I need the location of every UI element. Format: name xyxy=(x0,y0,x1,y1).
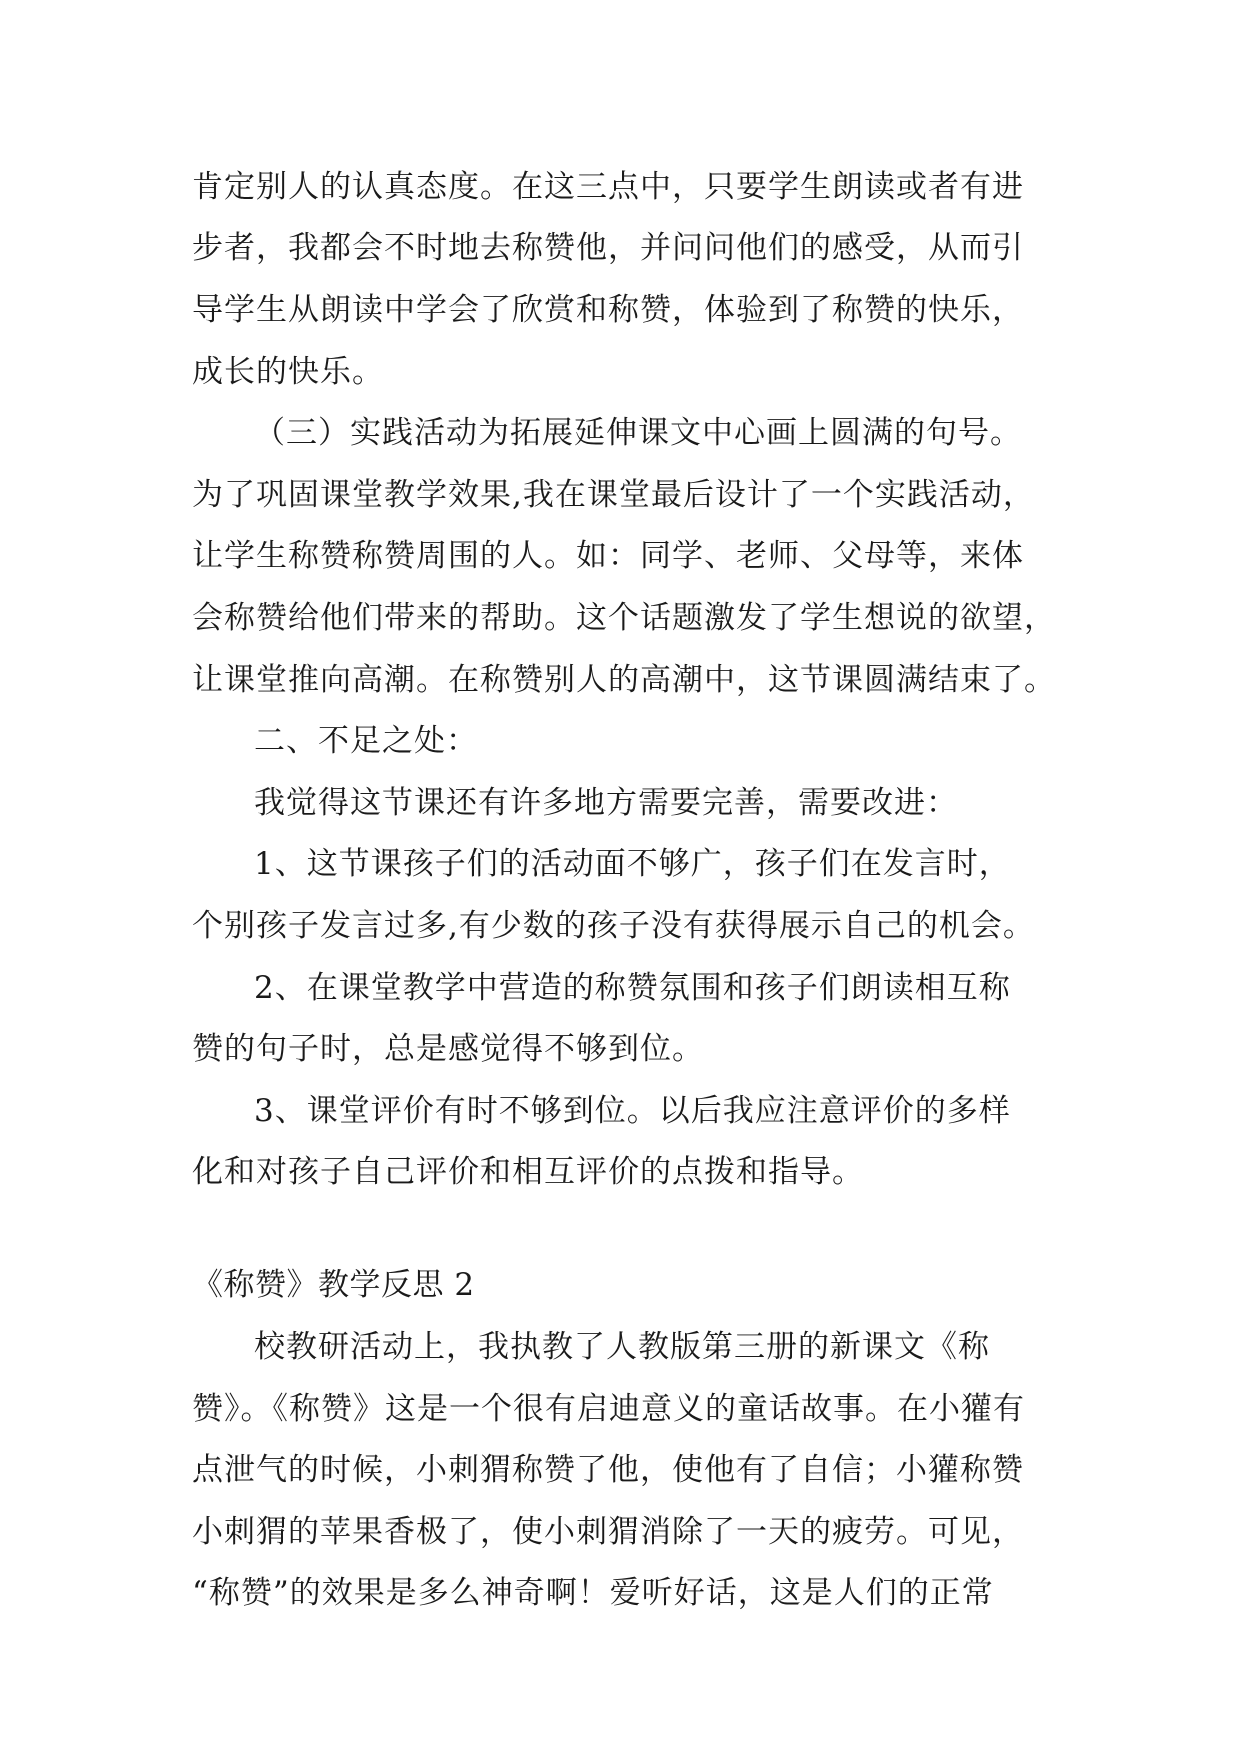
paragraph-line: 校教研活动上，我执教了人教版第三册的新课文《称 xyxy=(254,1329,990,1365)
paragraph-line: 我觉得这节课还有许多地方需要完善，需要改进： xyxy=(254,785,958,821)
paragraph-line: （三）实践活动为拓展延伸课文中心画上圆满的句号。 xyxy=(254,415,1022,451)
list-item-continuation: 赞的句子时，总是感觉得不够到位。 xyxy=(192,1031,704,1067)
list-item: 3、课堂评价有时不够到位。以后我应注意评价的多样 xyxy=(254,1093,1011,1129)
list-item: 1、这节课孩子们的活动面不够广，孩子们在发言时， xyxy=(254,846,1011,882)
paragraph-line: 点泄气的时候，小刺猬称赞了他，使他有了自信；小獾称赞 xyxy=(192,1452,1024,1488)
paragraph-line: 赞》。《称赞》这是一个很有启迪意义的童话故事。在小獾有 xyxy=(192,1391,1025,1427)
list-item-continuation: 化和对孩子自己评价和相互评价的点拨和指导。 xyxy=(192,1154,864,1190)
paragraph-line: 为了巩固课堂教学效果,我在课堂最后设计了一个实践活动， xyxy=(192,477,1035,513)
paragraph-line: 成长的快乐。 xyxy=(192,354,384,390)
document-title: 《称赞》教学反思 2 xyxy=(192,1267,475,1303)
paragraph-line: 导学生从朗读中学会了欣赏和称赞，体验到了称赞的快乐， xyxy=(192,292,1024,328)
paragraph-line: 步者，我都会不时地去称赞他，并问问他们的感受，从而引 xyxy=(192,230,1024,266)
section-heading: 二、不足之处： xyxy=(254,723,478,759)
list-item-continuation: 个别孩子发言过多,有少数的孩子没有获得展示自己的机会。 xyxy=(192,908,1035,944)
paragraph-line: 会称赞给他们带来的帮助。这个话题激发了学生想说的欲望， xyxy=(192,600,1056,636)
list-item: 2、在课堂教学中营造的称赞氛围和孩子们朗读相互称 xyxy=(254,970,1011,1006)
paragraph-line: 小刺猬的苹果香极了，使小刺猬消除了一天的疲劳。可见， xyxy=(192,1514,1024,1550)
paragraph-line: 让学生称赞称赞周围的人。如：同学、老师、父母等，来体 xyxy=(192,538,1024,574)
paragraph-line: 让课堂推向高潮。在称赞别人的高潮中，这节课圆满结束了。 xyxy=(192,662,1056,698)
paragraph-line: “称赞”的效果是多么神奇啊！爱听好话，这是人们的正常 xyxy=(192,1575,994,1611)
paragraph-line: 肯定别人的认真态度。在这三点中，只要学生朗读或者有进 xyxy=(192,169,1024,205)
